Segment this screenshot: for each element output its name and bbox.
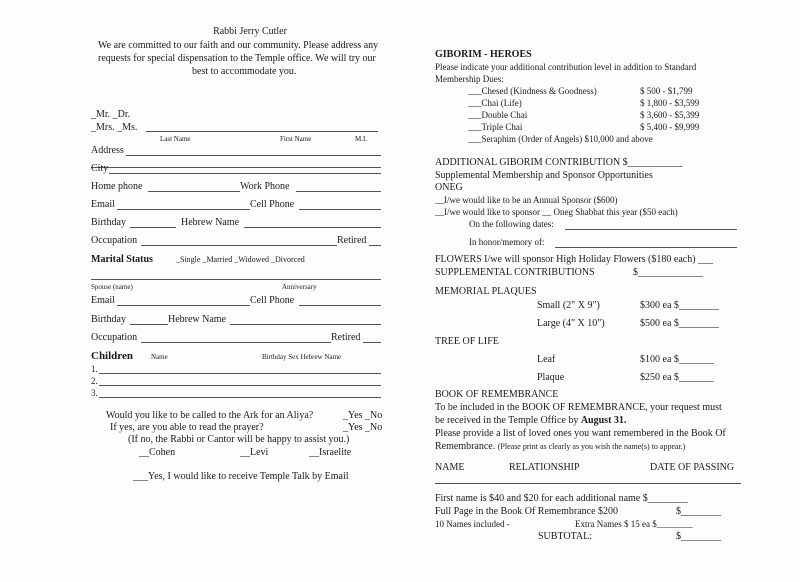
subtotal-label: SUBTOTAL: bbox=[538, 531, 593, 542]
subtotal-amount[interactable]: $________ bbox=[676, 531, 721, 542]
book-line-4-text: Remembrance. bbox=[435, 441, 498, 452]
supplemental-amount[interactable]: $_____________ bbox=[633, 267, 703, 278]
work-phone-line[interactable] bbox=[296, 191, 381, 192]
retired-line[interactable] bbox=[369, 245, 381, 246]
ten-names-included: 10 Names included - bbox=[435, 519, 510, 529]
address-line-2[interactable] bbox=[91, 167, 381, 168]
child-row-3[interactable] bbox=[99, 397, 381, 398]
col-date-of-passing: DATE OF PASSING bbox=[650, 462, 735, 473]
spouse-hebrew-line[interactable] bbox=[230, 324, 381, 325]
label-children-name: Name bbox=[151, 353, 168, 361]
label-spouse-birthday: Birthday bbox=[91, 314, 126, 325]
label-children-cols: Birthday Sex Hebrew Name bbox=[262, 353, 342, 361]
plaque-large-price[interactable]: $500 ea $________ bbox=[640, 318, 719, 329]
flowers-option[interactable]: FLOWERS I/we will sponsor High Holiday Flowers ($180 each) ___ bbox=[435, 254, 714, 265]
supplemental-contributions: SUPPLEMENTAL CONTRIBUTIONS bbox=[435, 267, 595, 278]
spouse-email-line[interactable] bbox=[117, 305, 250, 306]
remembrance-entry-line[interactable] bbox=[435, 483, 741, 484]
email-line[interactable] bbox=[117, 209, 250, 210]
spouse-retired-line[interactable] bbox=[363, 342, 381, 343]
label-email: Email bbox=[91, 199, 115, 210]
label-spouse-email: Email bbox=[91, 295, 115, 306]
giborim-intro-1: Please indicate your additional contribution level in addition to Standard bbox=[435, 62, 697, 72]
tree-leaf: Leaf bbox=[537, 354, 556, 365]
following-dates-line[interactable] bbox=[565, 229, 737, 230]
col-name: NAME bbox=[435, 462, 465, 473]
occupation-line[interactable] bbox=[141, 245, 337, 246]
title-mr-dr[interactable]: _Mr. _Dr. bbox=[91, 109, 131, 120]
label-first-name: First Name bbox=[280, 135, 312, 143]
level-double-chai[interactable]: ___Double Chai bbox=[468, 110, 528, 120]
option-levi[interactable]: __Levi bbox=[240, 447, 269, 458]
intro-line-4: best to accommodate you. bbox=[192, 66, 297, 77]
extra-names-fee[interactable]: Extra Names $ 15 ea $________ bbox=[575, 519, 693, 529]
temple-talk-option[interactable]: ___Yes, I would like to receive Temple Talk by Email bbox=[133, 471, 349, 482]
label-following-dates: On the following dates: bbox=[469, 219, 554, 229]
aliya-yes-no[interactable]: _Yes _No bbox=[343, 410, 383, 421]
level-chai[interactable]: ___Chai (Life) bbox=[468, 98, 522, 108]
oneg-annual-sponsor[interactable]: __I/we would like to be an Annual Sponsor ($600) bbox=[435, 195, 618, 205]
spouse-cell-line[interactable] bbox=[299, 305, 381, 306]
level-triple-chai[interactable]: ___Triple Chai bbox=[468, 122, 523, 132]
label-mi: M.I. bbox=[355, 135, 368, 143]
assist-note: (If no, the Rabbi or Cantor will be happy to assist you.) bbox=[128, 434, 350, 445]
child-row-1-num: 1. bbox=[91, 364, 98, 374]
label-children: Children bbox=[91, 350, 133, 362]
spouse-line[interactable] bbox=[91, 279, 381, 280]
intro-line-3: requests for special dispensation to the Temple office. We will try our bbox=[98, 53, 376, 64]
oneg-title: ONEG bbox=[435, 182, 463, 193]
label-anniversary: Anniversary bbox=[282, 283, 317, 291]
label-home-phone: Home phone bbox=[91, 181, 143, 192]
honor-memory-line[interactable] bbox=[555, 247, 737, 248]
tree-leaf-price[interactable]: $100 ea $_______ bbox=[640, 354, 714, 365]
intro-rabbi: Rabbi Jerry Cutler bbox=[213, 26, 287, 37]
label-spouse-occupation: Occupation bbox=[91, 332, 138, 343]
full-page-amount[interactable]: $________ bbox=[676, 506, 721, 517]
oneg-shabbat-sponsor[interactable]: __I/we would like to sponsor __ Oneg Shabbat this year ($50 each) bbox=[435, 207, 678, 217]
child-row-2[interactable] bbox=[99, 385, 381, 386]
level-chesed[interactable]: ___Chesed (Kindness & Goodness) bbox=[468, 86, 597, 96]
supplemental-title: Supplemental Membership and Sponsor Opportunities bbox=[435, 170, 653, 181]
book-line-1: To be included in the BOOK OF REMEMBRANCE, your request must bbox=[435, 402, 722, 413]
level-chesed-amount: $ 500 - $1,799 bbox=[640, 86, 693, 96]
birthday-line[interactable] bbox=[130, 227, 176, 228]
book-line-4 bbox=[435, 442, 685, 452]
marital-options[interactable]: _Single _Married _Widowed _Divorced bbox=[176, 255, 305, 264]
first-name-fee[interactable]: First name is $40 and $20 for each additional name $________ bbox=[435, 493, 688, 504]
label-honor-memory: In honor/memory of: bbox=[469, 237, 545, 247]
tree-of-life-title: TREE OF LIFE bbox=[435, 336, 499, 347]
label-spouse-cell: Cell Phone bbox=[250, 295, 295, 306]
memorial-plaques-title: MEMORIAL PLAQUES bbox=[435, 286, 537, 297]
label-work-phone: Work Phone bbox=[240, 181, 290, 192]
intro-line-2: We are committed to our faith and our community. Please address any bbox=[98, 40, 379, 51]
child-row-2-num: 2. bbox=[91, 376, 98, 386]
book-print-note: (Please print as clearly as you wish the name(s) to appear.) bbox=[497, 442, 686, 451]
label-occupation: Occupation bbox=[91, 235, 138, 246]
book-line-2-text: be received in the Temple Office by bbox=[435, 415, 581, 426]
tree-plaque-price[interactable]: $250 ea $_______ bbox=[640, 372, 714, 383]
cell-phone-line[interactable] bbox=[299, 209, 381, 210]
book-line-3: Please provide a list of loved ones you want remembered in the Book Of bbox=[435, 428, 726, 439]
level-double-chai-amount: $ 3,600 - $5,399 bbox=[640, 110, 700, 120]
label-spouse-hebrew: Hebrew Name bbox=[168, 314, 227, 325]
additional-contribution[interactable]: ADDITIONAL GIBORIM CONTRIBUTION $___________ bbox=[435, 157, 683, 168]
name-line[interactable] bbox=[146, 131, 378, 132]
tree-plaque: Plaque bbox=[537, 372, 565, 383]
title-mrs-ms[interactable]: _Mrs. _Ms. bbox=[91, 122, 138, 133]
prayer-question: If yes, are you able to read the prayer? bbox=[110, 422, 264, 433]
child-row-3-num: 3. bbox=[91, 388, 98, 398]
level-triple-chai-amount: $ 5,400 - $9,999 bbox=[640, 122, 700, 132]
book-line-2 bbox=[435, 416, 626, 426]
label-city: City bbox=[91, 163, 109, 174]
level-chai-amount: $ 1,800 - $3,599 bbox=[640, 98, 700, 108]
giborim-title: GIBORIM - HEROES bbox=[435, 49, 532, 60]
label-hebrew-name: Hebrew Name bbox=[181, 217, 240, 228]
city-line[interactable] bbox=[109, 173, 381, 174]
col-relationship: RELATIONSHIP bbox=[509, 462, 580, 473]
option-cohen[interactable]: __Cohen bbox=[139, 447, 176, 458]
spouse-occupation-line[interactable] bbox=[141, 342, 331, 343]
book-deadline: August 31. bbox=[580, 415, 627, 426]
plaque-small-price[interactable]: $300 ea $________ bbox=[640, 300, 719, 311]
plaque-large: Large (4" X 10") bbox=[537, 318, 605, 329]
child-row-1[interactable] bbox=[99, 373, 381, 374]
address-line[interactable] bbox=[126, 155, 381, 156]
prayer-yes-no[interactable]: _Yes _No bbox=[343, 422, 383, 433]
home-phone-line[interactable] bbox=[148, 191, 240, 192]
label-address: Address bbox=[91, 145, 124, 156]
book-title: BOOK OF REMEMBRANCE bbox=[435, 389, 559, 400]
plaque-small: Small (2" X 9") bbox=[537, 300, 600, 311]
level-seraphim[interactable]: ___Seraphim (Order of Angels) $10,000 and above bbox=[468, 134, 653, 144]
giborim-intro-2: Membership Dues: bbox=[435, 74, 504, 84]
label-birthday: Birthday bbox=[91, 217, 126, 228]
label-spouse-retired: Retired bbox=[331, 332, 361, 343]
label-cell-phone: Cell Phone bbox=[250, 199, 295, 210]
label-marital-status: Marital Status bbox=[91, 254, 153, 265]
full-page-fee: Full Page in the Book Of Remembrance $200 bbox=[435, 506, 619, 517]
hebrew-name-line[interactable] bbox=[244, 227, 381, 228]
spouse-birthday-line[interactable] bbox=[130, 324, 168, 325]
aliya-question: Would you like to be called to the Ark for an Aliya? bbox=[106, 410, 314, 421]
label-retired: Retired bbox=[337, 235, 367, 246]
label-last-name: Last Name bbox=[160, 135, 191, 143]
option-israelite[interactable]: __Israelite bbox=[309, 447, 352, 458]
label-spouse: Spouse (name) bbox=[91, 283, 133, 291]
